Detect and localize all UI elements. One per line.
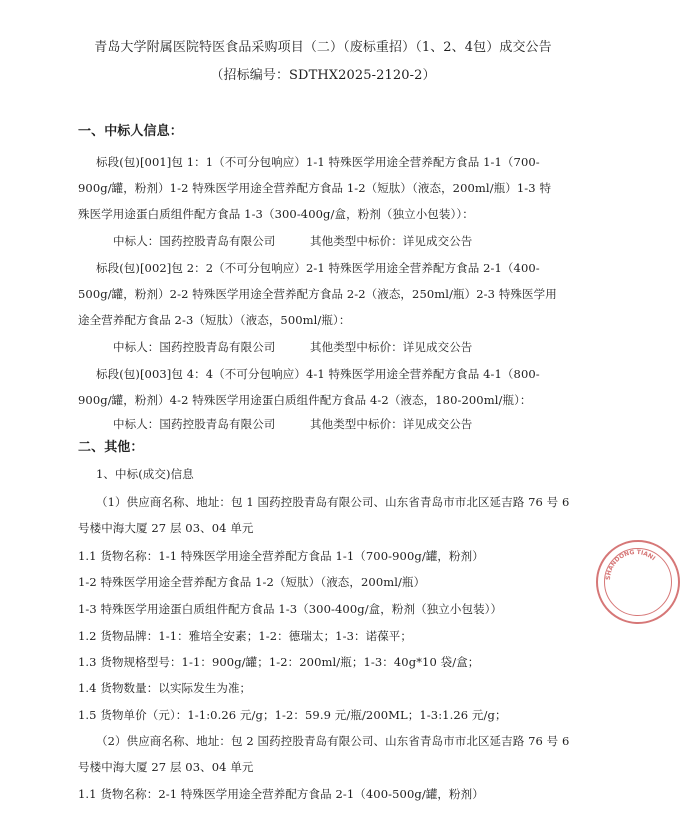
lot-3-winner: 中标人：国药控股青岛有限公司 [113, 417, 276, 431]
company-seal-lettering: SHANDONG TIANI [604, 548, 657, 581]
lot-2-line-3: 途全营养配方食品 2-3（短肽）（液态，500ml/瓶）： [78, 313, 351, 327]
supplier-2-line-2: 号楼中海大厦 27 层 03、04 单元 [78, 760, 254, 774]
lot-1-line-1: 标段(包)[001]包 1：1（不可分包响应）1-1 特殊医学用途全营养配方食品 1-1（700- [96, 155, 540, 169]
goods-quantity: 1.4 货物数量：以实际发生为准； [78, 681, 252, 695]
lot-1-price: 其他类型中标价：详见成交公告 [310, 234, 473, 248]
lot-2-winner: 中标人：国药控股青岛有限公司 [113, 340, 276, 354]
lot-2-line-1: 标段(包)[002]包 2：2（不可分包响应）2-1 特殊医学用途全营养配方食品 2-1（400- [96, 261, 540, 275]
lot-2-price: 其他类型中标价：详见成交公告 [310, 340, 473, 354]
supplier-1-line-1: （1）供应商名称、地址：包 1 国药控股青岛有限公司、山东省青岛市市北区延吉路 76 号 6 [96, 495, 570, 509]
title-line-1: 青岛大学附属医院特医食品采购项目（二）（废标重招）（1、2、4包）成交公告 [94, 40, 552, 55]
goods-1-1: 1.1 货物名称：1-1 特殊医学用途全营养配方食品 1-1（700-900g/罐，粉剂） [78, 549, 484, 563]
goods-1-3: 1-3 特殊医学用途蛋白质组件配方食品 1-3（300-400g/盒，粉剂（独立小包装）） [78, 602, 503, 616]
lot-1-line-3: 殊医学用途蛋白质组件配方食品 1-3（300-400g/盒，粉剂（独立小包装））： [78, 207, 474, 221]
lot-1-line-2: 900g/罐，粉剂）1-2 特殊医学用途全营养配方食品 1-2（短肽）（液态，200ml/瓶）1-3 特 [78, 181, 552, 195]
supplier-1-line-2: 号楼中海大厦 27 层 03、04 单元 [78, 521, 254, 535]
sub-heading-1: 1、中标(成交)信息 [96, 467, 194, 481]
goods-spec: 1.3 货物规格型号：1-1：900g/罐；1-2：200ml/瓶；1-3：40g*10 袋/盒； [78, 655, 480, 669]
supplier-2-line-1: （2）供应商名称、地址：包 2 国药控股青岛有限公司、山东省青岛市市北区延吉路 76 号 6 [96, 734, 570, 748]
goods-1-2: 1-2 特殊医学用途全营养配方食品 1-2（短肽）（液态，200ml/瓶） [78, 575, 426, 589]
lot-2-line-2: 500g/罐，粉剂）2-2 特殊医学用途全营养配方食品 2-2（液态，250ml/瓶）2-3 特殊医学用 [78, 287, 557, 301]
section-1-heading: 一、中标人信息： [78, 124, 183, 139]
goods-2-1: 1.1 货物名称：2-1 特殊医学用途全营养配方食品 2-1（400-500g/罐，粉剂） [78, 787, 484, 801]
goods-brand: 1.2 货物品牌：1-1：雅培全安素；1-2：德瑞太；1-3：诺葆平； [78, 629, 412, 643]
lot-3-price: 其他类型中标价：详见成交公告 [310, 417, 473, 431]
section-2-heading: 二、其他： [78, 440, 144, 455]
lot-3-line-1: 标段(包)[003]包 4：4（不可分包响应）4-1 特殊医学用途全营养配方食品 4-1（800- [96, 367, 540, 381]
lot-1-winner: 中标人：国药控股青岛有限公司 [113, 234, 276, 248]
company-seal-text-ring [596, 540, 676, 620]
lot-3-line-2: 900g/罐，粉剂）4-2 特殊医学用途蛋白质组件配方食品 4-2（液态，180-200ml/瓶）： [78, 393, 532, 407]
goods-unit-price: 1.5 货物单价（元）：1-1:0.26 元/g；1-2：59.9 元/瓶/200ML；1-3:1.26 元/g； [78, 708, 507, 722]
svg-text:SHANDONG TIANI [605, 549, 657, 580]
company-seal-stamp [596, 540, 680, 624]
title-line-2: （招标编号：SDTHX2025-2120-2） [210, 68, 436, 83]
